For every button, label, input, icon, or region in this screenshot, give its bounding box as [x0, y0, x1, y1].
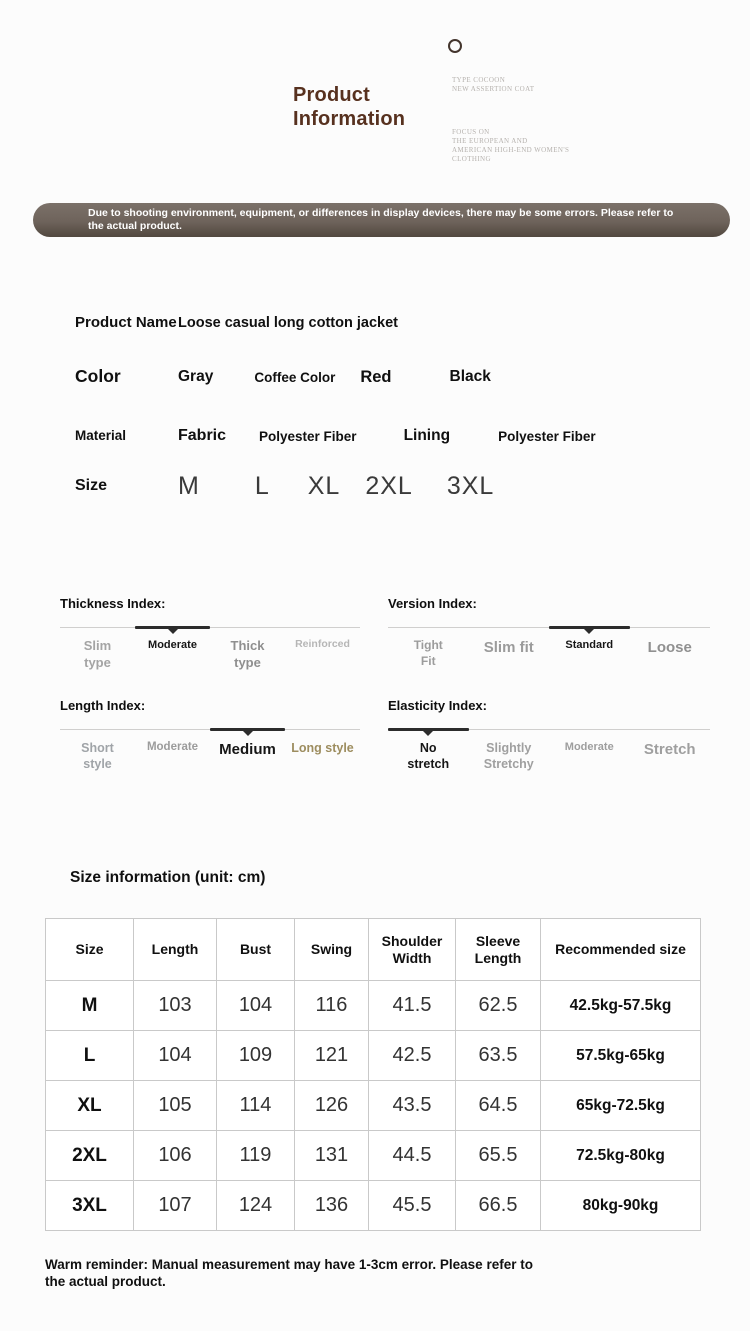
product-detail-value: Gray — [178, 368, 214, 385]
index-option — [549, 740, 630, 773]
table-cell: 66.5 — [456, 1181, 541, 1231]
index-option — [285, 638, 360, 672]
page-title-line2: Information — [293, 108, 406, 130]
index-option — [388, 638, 469, 669]
index-option — [210, 638, 285, 672]
index-option-label: Stretch — [643, 741, 696, 758]
tagline-line: THE EUROPEAN AND — [452, 137, 528, 145]
index-options — [388, 740, 710, 773]
table-cell: 64.5 — [456, 1081, 541, 1131]
tagline-line: NEW ASSERTION COAT — [452, 85, 535, 93]
product-detail-value: L — [254, 471, 270, 500]
index-option-label: Standard — [565, 639, 614, 651]
table-cell: 65kg-72.5kg — [541, 1081, 701, 1131]
table-cell: 42.5 — [369, 1031, 456, 1081]
index-option — [630, 740, 711, 773]
size-table — [45, 918, 701, 1231]
table-cell: 104 — [134, 1031, 217, 1081]
index-option-label: No stretch — [407, 741, 450, 772]
index-option-label: Thick type — [230, 638, 265, 670]
index-option-label: Slim fit — [483, 639, 534, 656]
index-option-label: Long style — [291, 741, 354, 755]
index-section-version — [388, 596, 710, 669]
size-table-header-cell: Swing — [295, 919, 369, 981]
index-selected-marker — [388, 728, 469, 731]
circle-outline-icon — [448, 39, 462, 53]
product-detail-row — [75, 362, 491, 392]
size-table-header-cell: Bust — [217, 919, 295, 981]
table-row — [46, 1131, 701, 1181]
table-row — [46, 981, 701, 1031]
size-table-header-cell: Sleeve Length — [456, 919, 541, 981]
index-selected-marker — [135, 626, 210, 629]
index-options — [388, 638, 710, 669]
product-detail-value: Black — [449, 368, 491, 385]
index-option-label: Slightly Stretchy — [483, 741, 534, 772]
table-cell: M — [46, 981, 134, 1031]
warm-reminder: Warm reminder: Manual measurement may have 1-3cm error. Please refer to the actual product. — [45, 1257, 533, 1289]
product-detail-values — [178, 472, 494, 501]
table-cell: 106 — [134, 1131, 217, 1181]
header-tagline-type — [452, 76, 535, 94]
table-cell: 45.5 — [369, 1181, 456, 1231]
table-cell: 80kg-90kg — [541, 1181, 701, 1231]
size-table-header-cell: Recommended size — [541, 919, 701, 981]
index-option — [630, 638, 711, 669]
disclaimer-banner — [33, 203, 730, 237]
product-detail-label: Size — [75, 477, 108, 494]
table-cell: 107 — [134, 1181, 217, 1231]
index-option-selected — [549, 638, 630, 669]
table-row — [46, 1031, 701, 1081]
product-detail-value: Polyester Fiber — [259, 428, 357, 444]
index-option-selected — [135, 638, 210, 672]
index-option — [60, 638, 135, 672]
table-cell: 119 — [217, 1131, 295, 1181]
index-title: Version Index: — [388, 596, 477, 611]
disclaimer-text: Due to shooting environment, equipment, or differences in display devices, there may be some errors. Please refer to the actual product. — [88, 207, 674, 232]
size-table-title: Size information (unit: cm) — [70, 869, 266, 886]
index-section-thickness — [60, 596, 360, 672]
index-option-selected — [388, 740, 469, 773]
index-option-label: Short style — [81, 741, 114, 772]
table-cell: 121 — [295, 1031, 369, 1081]
index-option-label: Medium — [219, 741, 276, 758]
table-cell: 116 — [295, 981, 369, 1031]
product-detail-values — [178, 368, 491, 387]
tagline-line: TYPE COCOON — [452, 76, 506, 84]
product-detail-row — [75, 421, 596, 451]
index-section-elasticity — [388, 698, 710, 773]
size-table-header-cell: Length — [134, 919, 217, 981]
index-option — [469, 740, 550, 773]
table-cell: 44.5 — [369, 1131, 456, 1181]
index-option-label: Slim type — [83, 638, 112, 670]
product-detail-row — [75, 467, 494, 505]
product-detail-label: Product Name — [75, 313, 177, 331]
table-row — [46, 1081, 701, 1131]
table-cell: 3XL — [46, 1181, 134, 1231]
product-detail-value: Red — [360, 367, 392, 386]
index-option-selected — [210, 740, 285, 773]
tagline-line: FOCUS ON — [452, 128, 490, 136]
index-track — [60, 627, 360, 628]
index-option — [285, 740, 360, 773]
product-detail-value: Polyester Fiber — [498, 428, 596, 444]
index-option-label: Moderate — [564, 741, 614, 753]
table-cell: 136 — [295, 1181, 369, 1231]
index-title: Thickness Index: — [60, 596, 166, 611]
index-option — [60, 740, 135, 773]
index-option — [469, 638, 550, 669]
tagline-line: CLOTHING — [452, 155, 491, 163]
product-detail-value: M — [178, 471, 200, 500]
table-cell: 57.5kg-65kg — [541, 1031, 701, 1081]
index-track — [388, 627, 710, 628]
index-options — [60, 638, 360, 672]
table-cell: 124 — [217, 1181, 295, 1231]
table-cell: 41.5 — [369, 981, 456, 1031]
product-detail-value: Coffee Color — [254, 369, 336, 385]
product-detail-values — [178, 427, 596, 445]
index-option-label: Tight Fit — [413, 638, 443, 668]
table-cell: 105 — [134, 1081, 217, 1131]
header-tagline-focus — [452, 128, 569, 164]
table-cell: 42.5kg-57.5kg — [541, 981, 701, 1031]
table-cell: 114 — [217, 1081, 295, 1131]
product-detail-value: Fabric — [178, 427, 227, 444]
product-detail-value: XL — [307, 471, 341, 500]
size-table-header-row — [46, 919, 701, 981]
index-track — [388, 729, 710, 730]
index-option-label: Loose — [647, 639, 692, 656]
table-cell: 72.5kg-80kg — [541, 1131, 701, 1181]
size-table-header-cell: Shoulder Width — [369, 919, 456, 981]
table-cell: 2XL — [46, 1131, 134, 1181]
index-option-label: Moderate — [146, 741, 199, 753]
table-cell: 43.5 — [369, 1081, 456, 1131]
product-detail-value: Loose casual long cotton jacket — [178, 315, 398, 331]
product-detail-values — [178, 315, 398, 331]
index-option-label: Reinforced — [295, 638, 350, 650]
page-title — [293, 83, 405, 131]
product-detail-value: 3XL — [446, 471, 495, 500]
index-selected-marker — [210, 728, 285, 731]
table-cell: L — [46, 1031, 134, 1081]
product-detail-value: 2XL — [365, 471, 413, 500]
index-title: Length Index: — [60, 698, 146, 713]
product-detail-row — [75, 301, 398, 345]
size-table-header-cell: Size — [46, 919, 134, 981]
table-cell: 126 — [295, 1081, 369, 1131]
index-title: Elasticity Index: — [388, 698, 487, 713]
index-option-label: Moderate — [148, 639, 197, 651]
product-detail-label: Material — [75, 427, 127, 443]
product-detail-value: Lining — [403, 427, 451, 444]
table-cell: 109 — [217, 1031, 295, 1081]
table-cell: 131 — [295, 1131, 369, 1181]
index-section-length — [60, 698, 360, 773]
table-cell: 65.5 — [456, 1131, 541, 1181]
index-selected-marker — [549, 626, 630, 629]
index-options — [60, 740, 360, 773]
index-option — [135, 740, 210, 773]
table-cell: 104 — [217, 981, 295, 1031]
index-track — [60, 729, 360, 730]
tagline-line: AMERICAN HIGH-END WOMEN'S — [452, 146, 570, 154]
page-title-line1: Product — [293, 84, 370, 106]
table-cell: 62.5 — [456, 981, 541, 1031]
product-detail-label: Color — [75, 366, 121, 387]
table-row — [46, 1181, 701, 1231]
table-cell: XL — [46, 1081, 134, 1131]
table-cell: 103 — [134, 981, 217, 1031]
table-cell: 63.5 — [456, 1031, 541, 1081]
